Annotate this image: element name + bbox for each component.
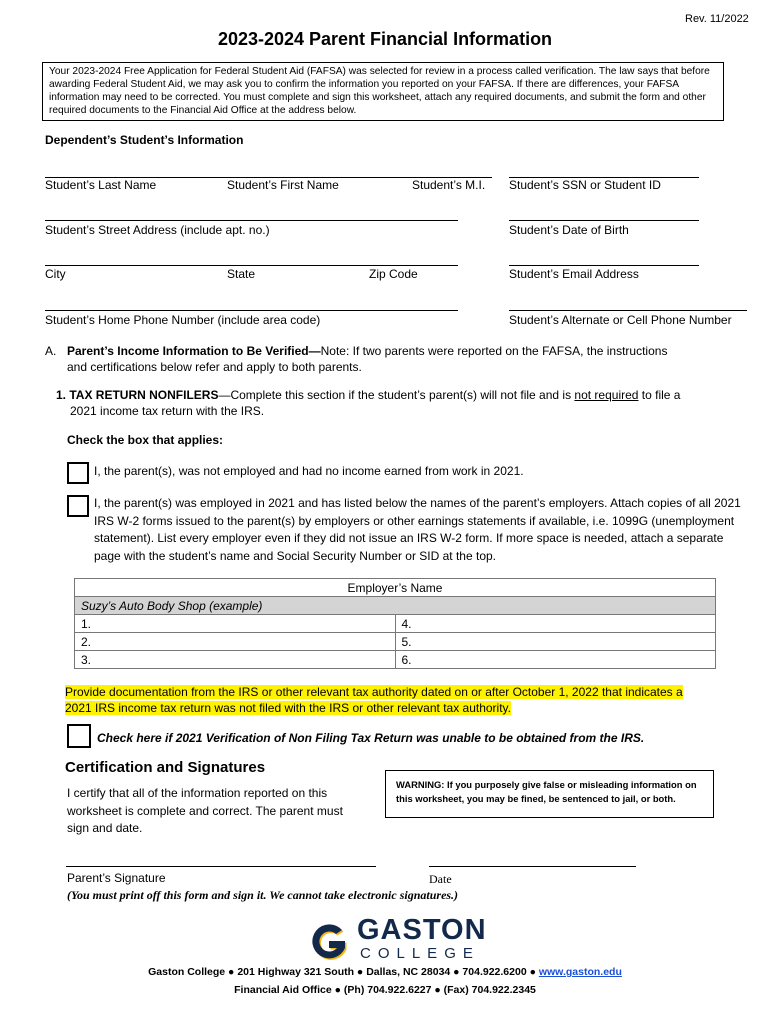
footer-address-text: Gaston College ● 201 Highway 321 South ● Dallas, NC 28034 ● 704.922.6200 ● <box>148 966 539 978</box>
state-label: State <box>227 267 256 281</box>
certification-heading: Certification and Signatures <box>65 759 266 776</box>
employer-cell[interactable]: 1. <box>75 615 396 633</box>
nonfilers-line2: 2021 income tax return with the IRS. <box>70 404 265 418</box>
section-a-dash: — <box>308 344 321 358</box>
non-filing-unavailable-label: Check here if 2021 Verification of Non Filing Tax Return was unable to be obtained from the IRS. <box>97 731 645 745</box>
logo-name: GASTON <box>357 914 487 946</box>
print-note: (You must print off this form and sign it. We cannot take electronic signatures.) <box>67 888 459 902</box>
last-name-label: Student’s Last Name <box>45 178 157 192</box>
first-name-label: Student’s First Name <box>227 178 339 192</box>
non-filing-unavailable-checkbox[interactable] <box>67 724 91 748</box>
section-a-intro <box>67 343 727 375</box>
employer-cell[interactable]: 2. <box>75 633 396 651</box>
employer-table <box>74 578 716 669</box>
intro-box: Your 2023-2024 Free Application for Federal Student Aid (FAFSA) was selected for review in a process called verification. The law says that before awarding Federal Student Aid, we may ask you to confirm the information you reported on your FAFSA. If there are differences, your FAFSA information may need to be corrected. You must complete and sign this worksheet, attach any required documents, and submit the form and other required documents to the Financial Aid Office at the address below. <box>42 62 724 121</box>
home-phone-line[interactable] <box>45 310 458 311</box>
student-info-heading: Dependent’s Student’s Information <box>45 133 244 147</box>
nonfilers-intro <box>56 387 736 419</box>
date-line[interactable] <box>429 866 636 867</box>
home-phone-label: Student’s Home Phone Number (include area code) <box>45 313 321 327</box>
footer-phone: Financial Aid Office ● (Ph) 704.922.6227 ● (Fax) 704.922.2345 <box>234 984 536 996</box>
nonfilers-text-after: to file a <box>638 388 681 402</box>
parent-signature-label: Parent’s Signature <box>67 871 166 885</box>
mi-label: Student’s M.I. <box>412 178 486 192</box>
section-a-heading: Parent’s Income Information to Be Verified <box>67 344 309 358</box>
parent-signature-line[interactable] <box>66 866 376 867</box>
check-box-heading: Check the box that applies: <box>67 433 224 447</box>
employer-example-row: Suzy’s Auto Body Shop (example) <box>75 597 716 615</box>
nonfilers-heading: 1. TAX RETURN NONFILERS <box>56 388 219 402</box>
student-address-line[interactable] <box>45 220 458 221</box>
section-a-note-2: and certifications below refer and apply to both parents. <box>67 360 362 374</box>
employer-cell[interactable]: 5. <box>395 633 716 651</box>
employer-table-header: Employer’s Name <box>75 579 716 597</box>
employer-cell[interactable]: 3. <box>75 651 396 669</box>
email-line[interactable] <box>509 265 699 266</box>
page-title: 2023-2024 Parent Financial Information <box>217 29 553 49</box>
dob-label: Student’s Date of Birth <box>509 223 629 237</box>
revision-date: Rev. 11/2022 <box>685 13 749 25</box>
gaston-g-logo-icon <box>306 920 350 964</box>
student-dob-line[interactable] <box>509 220 699 221</box>
employed-option: I, the parent(s) was employed in 2021 and has listed below the names of the parent’s employers. Attach copies of all 2021 IRS W-2 forms issued to the parent(s) by employers or other earnings statements if available, i.e. 1099G (unemployment statement). List every employer even if they did not issue an IRS W-2 form. If more space is needed, attach a separate page with the student’s name and Social Security Number or SID at the top. <box>94 496 741 563</box>
section-a-letter: A. <box>45 344 57 358</box>
not-employed-checkbox[interactable] <box>67 462 89 484</box>
documentation-note <box>65 684 745 716</box>
not-employed-option: I, the parent(s), was not employed and had no income earned from work in 2021. <box>94 464 524 478</box>
date-label: Date <box>429 872 452 886</box>
city-label: City <box>45 267 66 281</box>
footer-address <box>0 966 770 978</box>
zip-label: Zip Code <box>369 267 418 281</box>
employer-cell[interactable]: 4. <box>395 615 716 633</box>
employed-checkbox[interactable] <box>67 495 89 517</box>
employer-cell[interactable]: 6. <box>395 651 716 669</box>
warning-box: WARNING: If you purposely give false or misleading information on this worksheet, you may be fined, be sentenced to jail, or both. <box>385 770 714 818</box>
email-label: Student’s Email Address <box>509 267 639 281</box>
not-required-text: not required <box>574 388 639 402</box>
ssn-label: Student’s SSN or Student ID <box>509 178 661 192</box>
nonfilers-text: —Complete this section if the student’s parent(s) will not file and is <box>218 388 575 402</box>
address-label: Student’s Street Address (include apt. no.) <box>45 223 270 237</box>
logo-sub: COLLEGE <box>360 945 480 962</box>
alt-phone-line[interactable] <box>509 310 747 311</box>
alt-phone-label: Student’s Alternate or Cell Phone Number <box>509 313 732 327</box>
documentation-line-2: 2021 IRS income tax return was not filed with the IRS or other relevant tax authority. <box>65 701 511 715</box>
certification-text: I certify that all of the information reported on this worksheet is complete and correct. The parent must sign and date. <box>67 786 343 835</box>
section-a-note: Note: If two parents were reported on the FAFSA, the instructions <box>320 344 668 358</box>
website-link[interactable]: www.gaston.edu <box>538 966 622 978</box>
city-state-zip-line[interactable] <box>45 265 458 266</box>
documentation-line-1: Provide documentation from the IRS or other relevant tax authority dated on or after October 1, 2022 that indicates a <box>65 685 683 699</box>
